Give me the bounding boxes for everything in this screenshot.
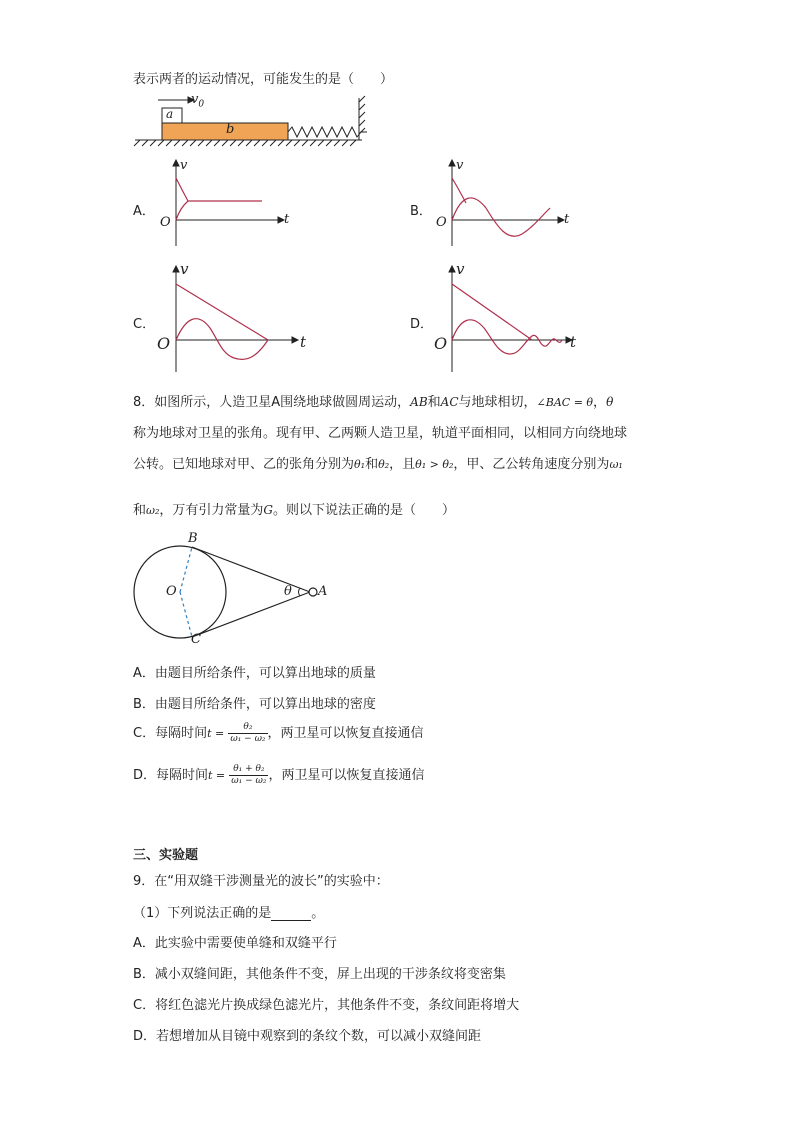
graph-b-o: O — [436, 215, 447, 230]
point-c-label: C — [191, 632, 201, 647]
v0-label: $v_0$ — [191, 92, 205, 110]
satellite-a — [309, 588, 317, 596]
graph-c-o: O — [157, 334, 171, 353]
graph-b-v: v — [456, 158, 464, 173]
q7-graph-b — [428, 158, 578, 250]
curve-a — [176, 178, 262, 220]
q9-stem: 9．在“用双缝干涉测量光的波长”的实验中： — [133, 874, 389, 889]
q7-intro: 表示两者的运动情况，可能发生的是（ ） — [133, 72, 394, 87]
q8-line1: 8．如图所示，人造卫星A围绕地球做圆周运动，AB和AC与地球相切，∠BAC = θ，θ — [133, 395, 614, 410]
q9-option-a: A．此实验中需要使单缝和双缝平行 — [133, 936, 337, 951]
tangent-ab — [192, 547, 310, 592]
q9-option-d: D．若想增加从目镜中观察到的条纹个数，可以减小双缝间距 — [133, 1029, 482, 1044]
graph-a-v: v — [180, 158, 188, 173]
radius-ob — [180, 547, 192, 592]
tangent-ac — [192, 592, 310, 637]
theta-label: θ — [284, 584, 292, 599]
block-b — [162, 123, 288, 140]
q9-sub1: （1）下列说法正确的是 。 — [133, 906, 325, 921]
graph-d-t: t — [570, 333, 577, 351]
q8-option-a: A．由题目所给条件，可以算出地球的质量 — [133, 666, 376, 681]
q7-graph-c — [150, 262, 310, 374]
graph-d-v: v — [456, 260, 465, 278]
q7-option-b-label: B． — [410, 204, 432, 219]
q8-line3: 公转。已知地球对甲、乙的张角分别为θ₁和θ₂，且θ₁ > θ₂，甲、乙公转角速度分别为ω₁ — [133, 457, 623, 472]
q9-option-b: B．减小双缝间距，其他条件不变，屏上出现的干涉条纹将变密集 — [133, 967, 506, 982]
q7-option-d-label: D． — [410, 317, 434, 332]
q8-earth-satellite-figure — [130, 530, 340, 650]
q7-graph-a — [150, 158, 300, 250]
graph-b-t: t — [564, 212, 570, 227]
curve-c-line — [176, 284, 268, 340]
q7-option-c-label: C． — [133, 317, 156, 332]
q8-option-b: B．由题目所给条件，可以算出地球的密度 — [133, 697, 376, 712]
ground-hatch — [134, 140, 356, 146]
q7-option-a-label: A． — [133, 204, 155, 219]
spring — [288, 127, 367, 137]
wall-hatch — [359, 96, 365, 134]
q8-option-c-fraction: $\frac{\text{θ₂}}{\text{ω₁ − ω₂}}$ — [230, 722, 266, 744]
graph-c-t: t — [300, 333, 307, 351]
q8-option-d: D．每隔时间t = $\frac{\text{θ₁ + θ₂}}{\text{ω₁ − ω₂}}$ ，两卫星可以恢复直接通信 — [133, 764, 425, 786]
q8-line2: 称为地球对卫星的张角。现有甲、乙两颗人造卫星，轨道平面相同，以相同方向绕地球 — [133, 426, 628, 441]
q8-line4: 和ω₂，万有引力常量为G。则以下说法正确的是（ ） — [133, 503, 456, 518]
graph-c-v: v — [180, 260, 189, 278]
curve-c-wave — [176, 319, 268, 360]
radius-oc — [180, 592, 192, 637]
graph-d-o: O — [434, 334, 448, 353]
block-a-label: a — [166, 107, 174, 121]
point-o-label: O — [166, 584, 177, 599]
q8-option-d-fraction: $\frac{\text{θ₁ + θ₂}}{\text{ω₁ − ω₂}}$ — [231, 764, 267, 786]
q9-option-c: C．将红色滤光片换成绿色滤光片，其他条件不变，条纹间距将增大 — [133, 998, 520, 1013]
curve-b — [452, 178, 550, 236]
angle-arc — [299, 588, 301, 596]
point-b-label: B — [188, 531, 198, 546]
answer-blank — [271, 908, 311, 921]
q8-option-c: C．每隔时间t = $\frac{\text{θ₂}}{\text{ω₁ − ω₂}}$ ，两卫星可以恢复直接通信 — [133, 722, 424, 744]
graph-a-o: O — [160, 215, 171, 230]
q7-graph-d — [428, 262, 588, 374]
curve-d-line — [452, 284, 532, 340]
curve-d-wave — [452, 320, 562, 354]
section-3-title: 三、实验题 — [133, 848, 199, 863]
block-b-label: b — [226, 122, 235, 137]
point-a-label: A — [318, 584, 328, 599]
graph-a-t: t — [284, 212, 290, 227]
